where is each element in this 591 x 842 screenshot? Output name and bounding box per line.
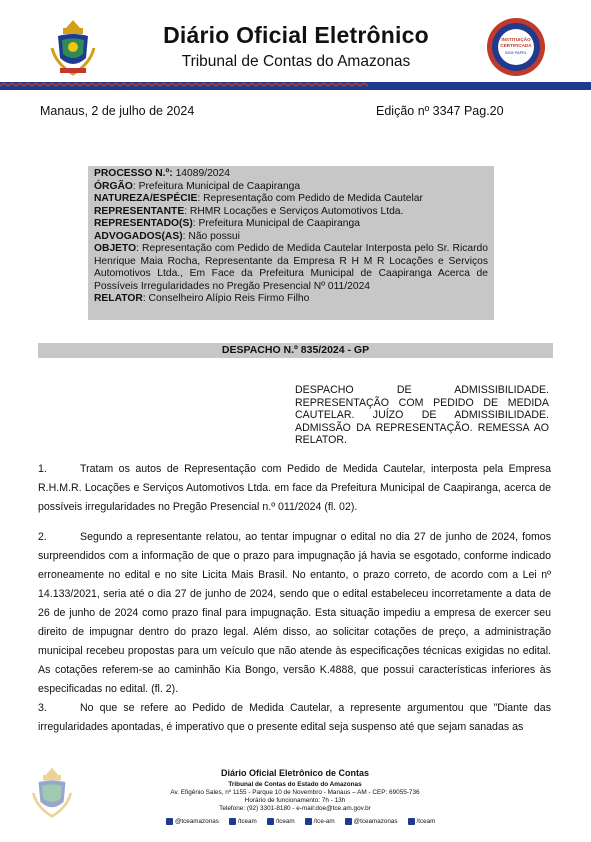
objeto-value: : Representação com Pedido de Medida Cautelar Interposta pelo Sr. Ricardo Henrique Maia Rocha, Representante da Empresa R H M R Locações e Serviços Automotivos Ltda., Em Face da Prefeitura Municipal de Caapiranga Acerca de Possíveis Irregularidades no Pregão Presencial Nº 011/2024 (94, 243, 488, 292)
representado-label: REPRESENTADO(S) (94, 218, 193, 229)
certification-seal-icon (486, 17, 546, 77)
page-header (0, 0, 591, 92)
edition-number: Edição nº 3347 Pag.20 (376, 104, 504, 118)
representado-value: : Prefeitura Municipal de Caapiranga (192, 218, 360, 229)
social-label: /tceam (275, 818, 295, 826)
paragraph-text: No que se refere ao Pedido de Medida Cautelar, a represente argumentou que "Diante das irregularidades apontadas, é imperativo que o presente edital seja suspenso até que sejam sanadas as (38, 702, 551, 733)
footer-hours: Horário de funcionamento: 7h - 13h (244, 797, 346, 804)
flickr-icon (267, 818, 274, 825)
representado-row (94, 218, 488, 231)
ementa-text: DESPACHO DE ADMISSIBILIDADE. REPRESENTAÇÃO COM PEDIDO DE MEDIDA CAUTELAR. JUÍZO DE ADMISSIBILIDADE. ADMISSÃO DA REPRESENTAÇÃO. REMESSA AO RELATOR. (295, 384, 549, 447)
paragraph-2 (38, 528, 551, 699)
process-info-box (88, 166, 494, 320)
advogados-label: ADVOGADOS(AS) (94, 230, 183, 242)
paragraph-number: 1. (38, 463, 47, 475)
natureza-label: NATUREZA/ESPÉCIE (94, 193, 198, 204)
social-label: /tceam (416, 818, 436, 826)
paragraph-3 (38, 699, 551, 737)
objeto-row (94, 243, 488, 293)
representante-label: REPRESENTANTE (94, 205, 185, 217)
tce-coat-of-arms-icon (50, 18, 96, 76)
orgao-row (94, 181, 488, 194)
header-decorative-border (0, 82, 591, 90)
social-label: @tceamazonas (353, 818, 398, 826)
orgao-value: : Prefeitura Municipal de Caapiranga (132, 180, 301, 192)
social-label: /tce-am (313, 818, 335, 826)
publication-date: Manaus, 2 de julho de 2024 (40, 104, 195, 118)
footer-coat-of-arms-icon (28, 766, 76, 818)
advogados-row (94, 231, 488, 244)
instagram-icon (166, 818, 173, 825)
advogados-value: : Não possui (182, 230, 240, 242)
objeto-label: OBJETO (94, 243, 137, 254)
social-link-instagram[interactable] (166, 818, 219, 825)
facebook-icon (229, 818, 236, 825)
social-label: /tceam (237, 818, 257, 826)
svg-text:CERTIFICADA: CERTIFICADA (500, 43, 532, 48)
paragraph-1 (38, 460, 551, 517)
footer-social-links (166, 817, 436, 827)
process-number-value: 14089/2024 (172, 168, 230, 179)
process-number-label: PROCESSO N.º: (94, 168, 173, 179)
paragraph-number: 3. (38, 702, 47, 714)
relator-label: RELATOR (94, 293, 143, 304)
footer-contact: Telefone: (92) 3301-8180 - e-mail:doe@tce.am.gov.br (219, 805, 371, 812)
paragraph-text: Segundo a representante relatou, ao tentar impugnar o edital no dia 27 de junho de 2024, fomos surpreendidos com a informação de que o prazo para impugnação já havia se esgotado, conforme indicado erroneamente no edital e no site Licita Mais Brasil. No entanto, o prazo correto, de acordo com a Lei nº 14.133/2021, seria até o dia 27 de junho de 2024, sendo que o edital estabeleceu incorretamente a data de 26 de junho de 2024 como prazo final para impugnação. Esta situação impediu a empresa de exercer seu direito de impugnar dentro do prazo legal. Além disso, ao solicitar cotações de preço, a administração municipal recebeu propostas para um veículo que não atende às especificações técnicas exigidas no edital. As cotações referem-se ao caminhão Kia Bongo, versão K.4888, que possui características inferiores às especificadas no edital. (fl. 2). (38, 531, 551, 695)
youtube-icon (408, 818, 415, 825)
twitter-icon (345, 818, 352, 825)
website-icon (305, 818, 312, 825)
page-subtitle: Tribunal de Contas do Amazonas (181, 53, 411, 70)
svg-text:SEM PAPEL: SEM PAPEL (504, 50, 528, 55)
footer-institution: Tribunal de Contas do Estado do Amazonas (228, 781, 362, 788)
orgao-label: ÓRGÃO (94, 180, 133, 192)
footer-address: Av. Efigênio Sales, nº 1155 - Parque 10 de Novembro - Manaus – AM - CEP: 69055-736 (170, 789, 420, 796)
footer-title: Diário Oficial Eletrônico de Contas (220, 768, 370, 778)
representante-value: : RHMR Locações e Serviços Automotivos Ltda. (184, 205, 404, 217)
social-link-facebook[interactable] (229, 818, 257, 825)
social-label: @tceamazonas (175, 818, 219, 826)
social-link-website[interactable] (305, 818, 335, 825)
social-link-flickr[interactable] (267, 818, 295, 825)
paragraph-number: 2. (38, 531, 47, 543)
natureza-value: : Representação com Pedido de Medida Cautelar (197, 193, 423, 204)
paragraph-text: Tratam os autos de Representação com Pedido de Medida Cautelar, interposta pela Empresa R.H.M.R. Locações e Serviços Automotivos Ltda. em face da Prefeitura Municipal de Caapiranga, acerca de possíveis irregularidades no Pregão Presencial n.º 011/2024 (fl. 02). (38, 463, 551, 513)
relator-row (94, 293, 488, 306)
social-link-youtube[interactable] (408, 818, 436, 825)
representante-row (94, 206, 488, 219)
process-number-row (94, 168, 488, 181)
natureza-row (94, 193, 488, 206)
svg-text:INSTITUIÇÃO: INSTITUIÇÃO (501, 37, 531, 42)
relator-value: : Conselheiro Alípio Reis Firmo Filho (142, 293, 310, 304)
social-link-twitter[interactable] (345, 818, 398, 825)
despacho-title: DESPACHO N.º 835/2024 - GP (38, 343, 553, 358)
page-title: Diário Oficial Eletrônico (163, 22, 429, 48)
